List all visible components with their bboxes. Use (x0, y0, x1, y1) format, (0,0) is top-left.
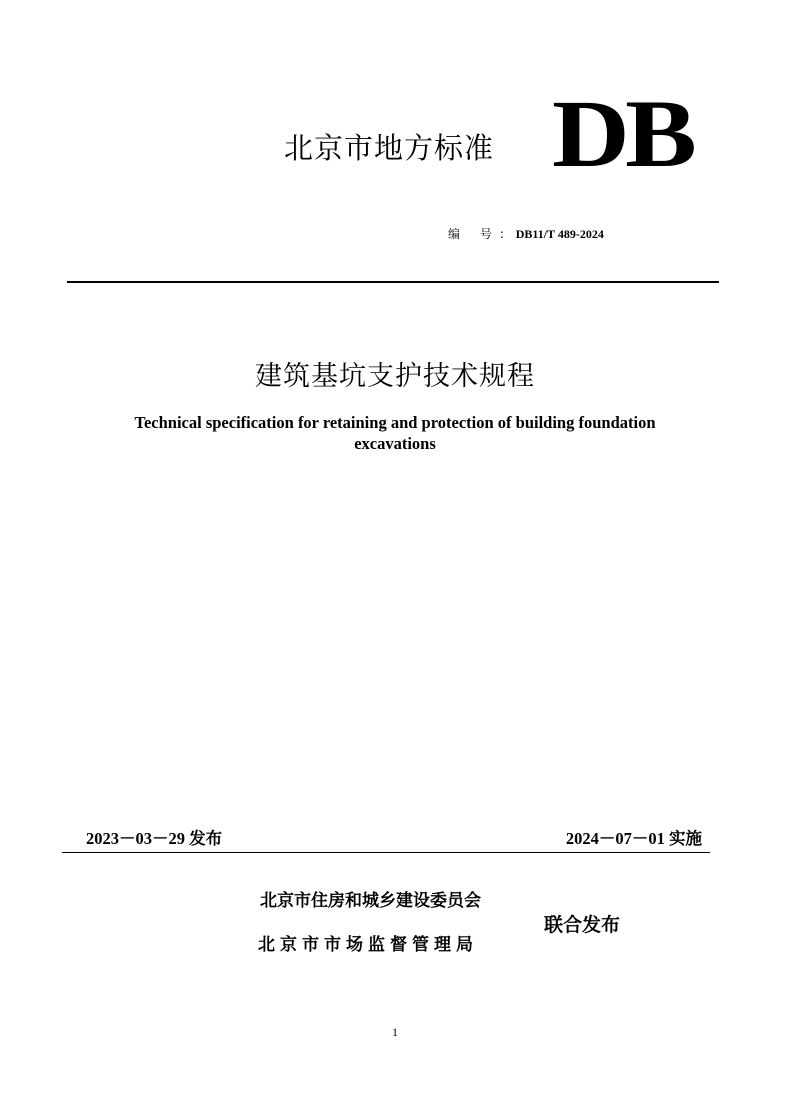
issue-date-row (86, 828, 222, 850)
code-label: 编 号: (448, 227, 512, 241)
bottom-divider (62, 852, 710, 853)
document-title-english: Technical specification for retaining and protection of building foundation excavations (134, 413, 656, 453)
joint-publication-label: 联合发布 (544, 914, 621, 936)
code-value: DB11/T 489-2024 (515, 227, 604, 241)
top-divider (67, 281, 719, 283)
page-number: 1 (392, 1025, 398, 1039)
document-title-chinese: 建筑基坑支护技术规程 (255, 361, 535, 392)
issue-date: 2023－03－29 (86, 829, 185, 848)
publisher-housing-commission: 北京市住房和城乡建设委员会 (260, 891, 481, 911)
publisher-market-regulation: 北京市市场监督管理局 (258, 935, 478, 955)
effective-date: 2024－07－01 (565, 829, 665, 848)
standard-code-row (448, 226, 604, 242)
issue-label: 发布 (189, 829, 223, 848)
standard-category-title: 北京市地方标准 (284, 131, 495, 165)
effective-label: 实施 (669, 829, 702, 848)
db-logo: DB (552, 80, 693, 187)
effective-date-row (566, 828, 702, 850)
